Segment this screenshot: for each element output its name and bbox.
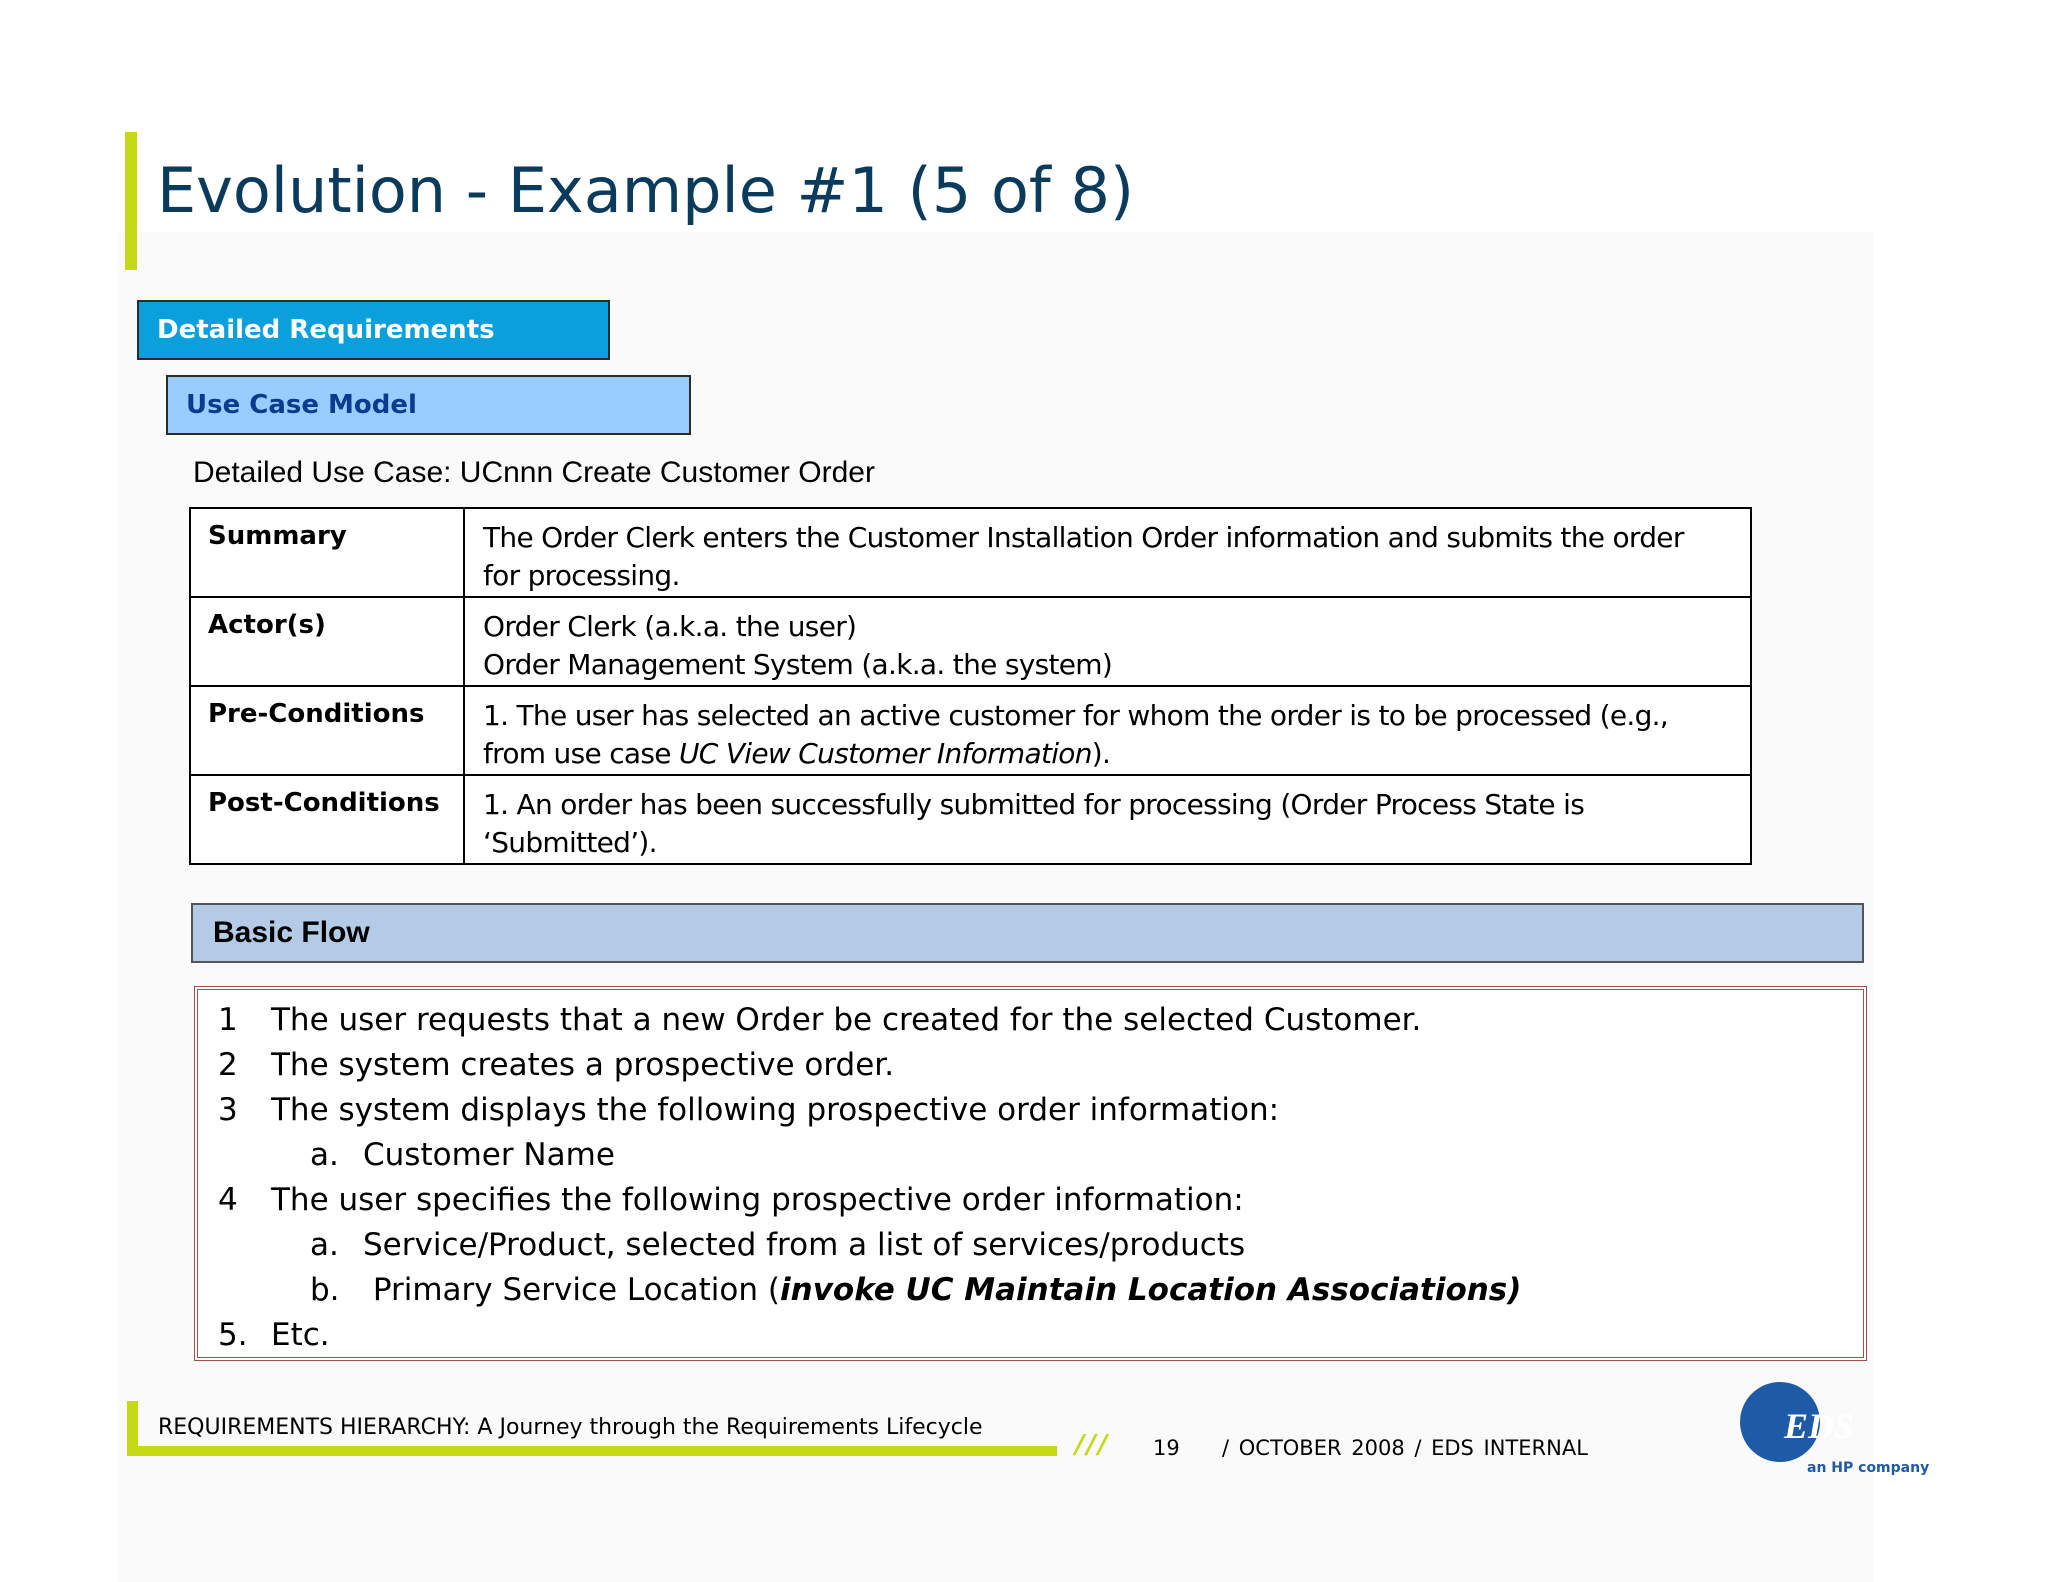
table-row [190,686,1751,775]
basic-flow-header [191,903,1864,963]
step-number: 1 [218,1002,238,1038]
basic-flow-steps-box [194,986,1867,1361]
use-case-heading: Detailed Use Case: UCnnn Create Customer Order [193,456,875,489]
row-value-line: 1. An order has been successfully submitted for processing (Order Process State is [483,788,1585,821]
title-accent-bar [125,132,137,270]
footer-accent-underline [127,1446,1057,1456]
row-value-line [483,735,1734,773]
subsection-label-text: Use Case Model [186,390,417,420]
list-item [218,1043,1521,1088]
step-number: a. [310,1227,339,1263]
step-number: 4 [218,1182,238,1218]
table-row [190,508,1751,597]
list-item [218,1223,1521,1268]
list-item [218,1178,1521,1223]
step-number: 2 [218,1047,238,1083]
page-number: 19 [1153,1436,1180,1460]
row-value-line: The Order Clerk enters the Customer Installation Order information and submits the order [483,521,1684,554]
row-value [464,597,1751,686]
slide-title: Evolution - Example #1 (5 of 8) [157,154,1135,227]
subsection-label-use-case-model [166,375,691,435]
table-row [190,775,1751,864]
logo-tagline: an HP company [1807,1460,1930,1475]
basic-flow-steps [218,998,1521,1358]
step-number: b. [310,1272,340,1308]
row-key: Post-Conditions [190,775,464,864]
step-text: Service/Product, selected from a list of services/products [363,1227,1246,1263]
list-item [218,1133,1521,1178]
row-key: Pre-Conditions [190,686,464,775]
row-key: Actor(s) [190,597,464,686]
line-prefix: from use case [483,737,679,770]
footer-title: REQUIREMENTS HIERARCHY: A Journey through the Requirements Lifecycle [158,1415,983,1440]
row-value [464,775,1751,864]
step-number: 5. [218,1317,248,1353]
step-text-emphasis: invoke UC Maintain Location Associations) [780,1272,1522,1308]
footer-meta: / OCTOBER 2008 / EDS INTERNAL [1222,1436,1588,1460]
basic-flow-label: Basic Flow [213,916,370,949]
use-case-reference: UC View Customer Information [679,737,1092,770]
eds-logo [1732,1380,1932,1475]
list-item [218,1268,1521,1313]
section-label-detailed-requirements [137,300,610,360]
row-value-line: Order Management System (a.k.a. the system) [483,648,1113,681]
row-value [464,686,1751,775]
footer-slashes: /// [1075,1430,1110,1460]
step-text: The system creates a prospective order. [271,1047,895,1083]
use-case-summary-table [189,507,1752,865]
step-number: 3 [218,1092,238,1128]
row-value-line: Order Clerk (a.k.a. the user) [483,610,857,643]
list-item [218,1313,1521,1358]
row-value-line: 1. The user has selected an active customer for whom the order is to be processed (e.g., [483,699,1669,732]
step-text: The user requests that a new Order be created for the selected Customer. [271,1002,1422,1038]
line-suffix: ). [1091,737,1111,770]
step-text: Etc. [271,1317,330,1353]
list-item [218,1088,1521,1133]
table-row [190,597,1751,686]
row-value [464,508,1751,597]
row-value-line: ‘Submitted’). [483,826,657,859]
row-key: Summary [190,508,464,597]
step-text: Customer Name [363,1137,615,1173]
step-number: a. [310,1137,339,1173]
step-text: The system displays the following prospective order information: [271,1092,1280,1128]
list-item [218,998,1521,1043]
step-text: The user specifies the following prospective order information: [271,1182,1244,1218]
row-value-line: for processing. [483,559,680,592]
logo-text: EDS [1784,1406,1855,1446]
section-label-text: Detailed Requirements [157,315,495,345]
step-text: Primary Service Location ( [363,1272,780,1308]
